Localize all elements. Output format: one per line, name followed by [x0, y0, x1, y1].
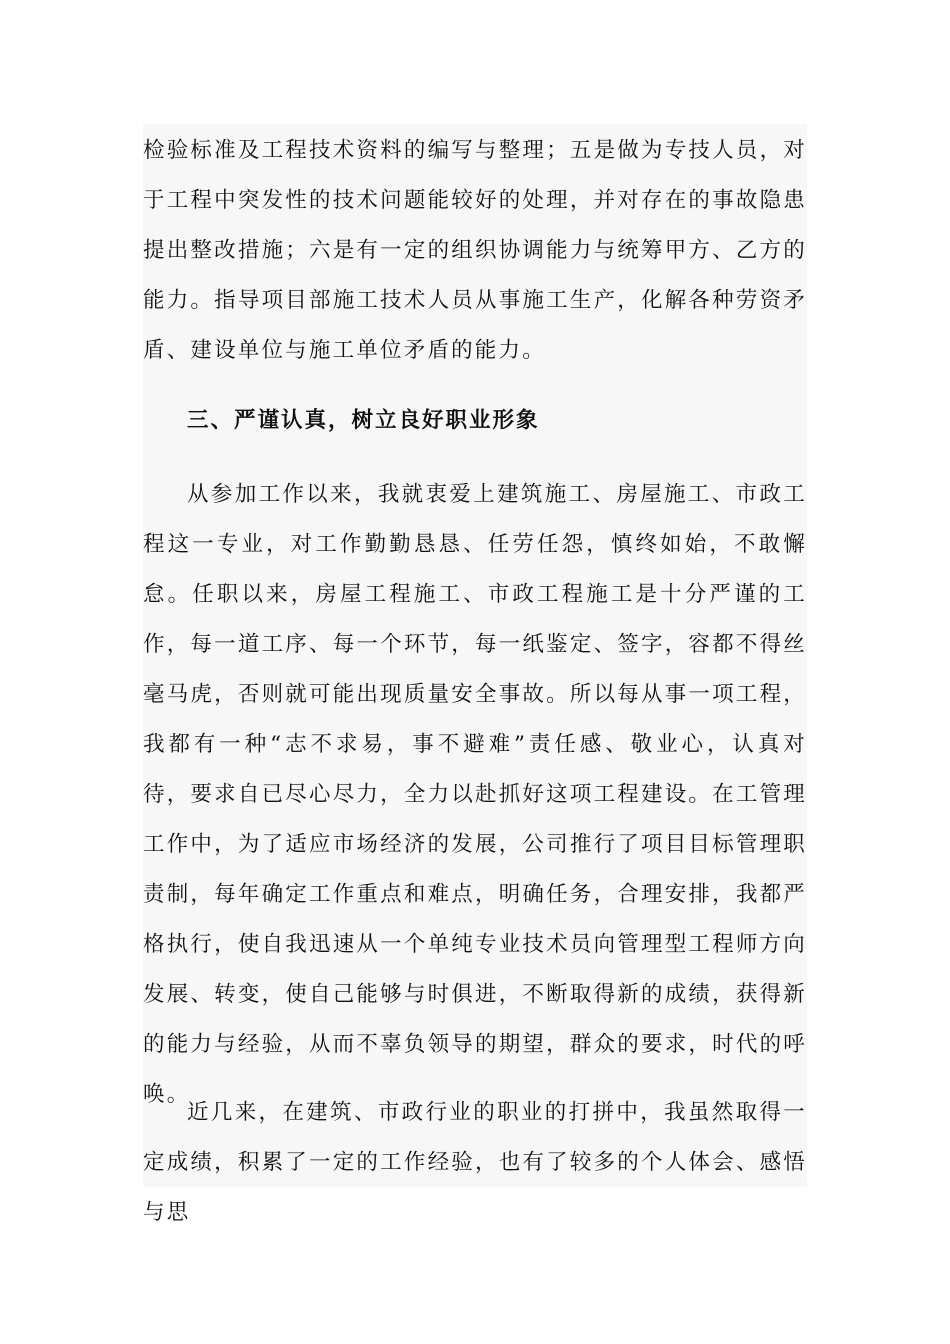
body-paragraph-2: 从参加工作以来，我就衷爱上建筑施工、房屋施工、市政工程这一专业，对工作勤勤恳恳、任劳任怨，慎终如始，不敢懈怠。任职以来，房屋工程施工、市政工程施工是十分严谨的工作，每一道工序、每一个环节，每一纸鉴定、签字，容都不得丝毫马虎，否则就可能出现质量安全事故。所以每从事一项工程，我都有一种“志不求易，事不避难”责任感、敬业心，认真对待，要求自已尽心尽力，全力以赴抓好这项工程建设。在工管理工作中，为了适应市场经济的发展，公司推行了项目目标管理职责制，每年确定工作重点和难点，明确任务，合理安排，我都严格执行，使自我迅速从一个单纯专业技术员向管理型工程师方向发展、转变，使自己能够与时俱进，不断取得新的成绩，获得新的能力与经验，从而不辜负领导的期望，群众的要求，时代的呼唤。	[143, 482, 807, 1107]
document-text-block	[143, 124, 807, 1225]
body-paragraph-1: 检验标准及工程技术资料的编写与整理；五是做为专技人员，对于工程中突发性的技术问题能较好的处理，并对存在的事故隐患提出整改措施；六是有一定的组织协调能力与统筹甲方、乙方的能力。指导项目部施工技术人员从事施工生产，化解各种劳资矛盾、建设单位与施工单位矛盾的能力。	[143, 138, 807, 363]
section-heading: 三、严谨认真，树立良好职业形象	[187, 408, 540, 433]
body-paragraph-3: 近几来，在建筑、市政行业的职业的打拼中，我虽然取得一定成绩，积累了一定的工作经验，也有了较多的个人体会、感悟与思	[143, 1100, 807, 1225]
